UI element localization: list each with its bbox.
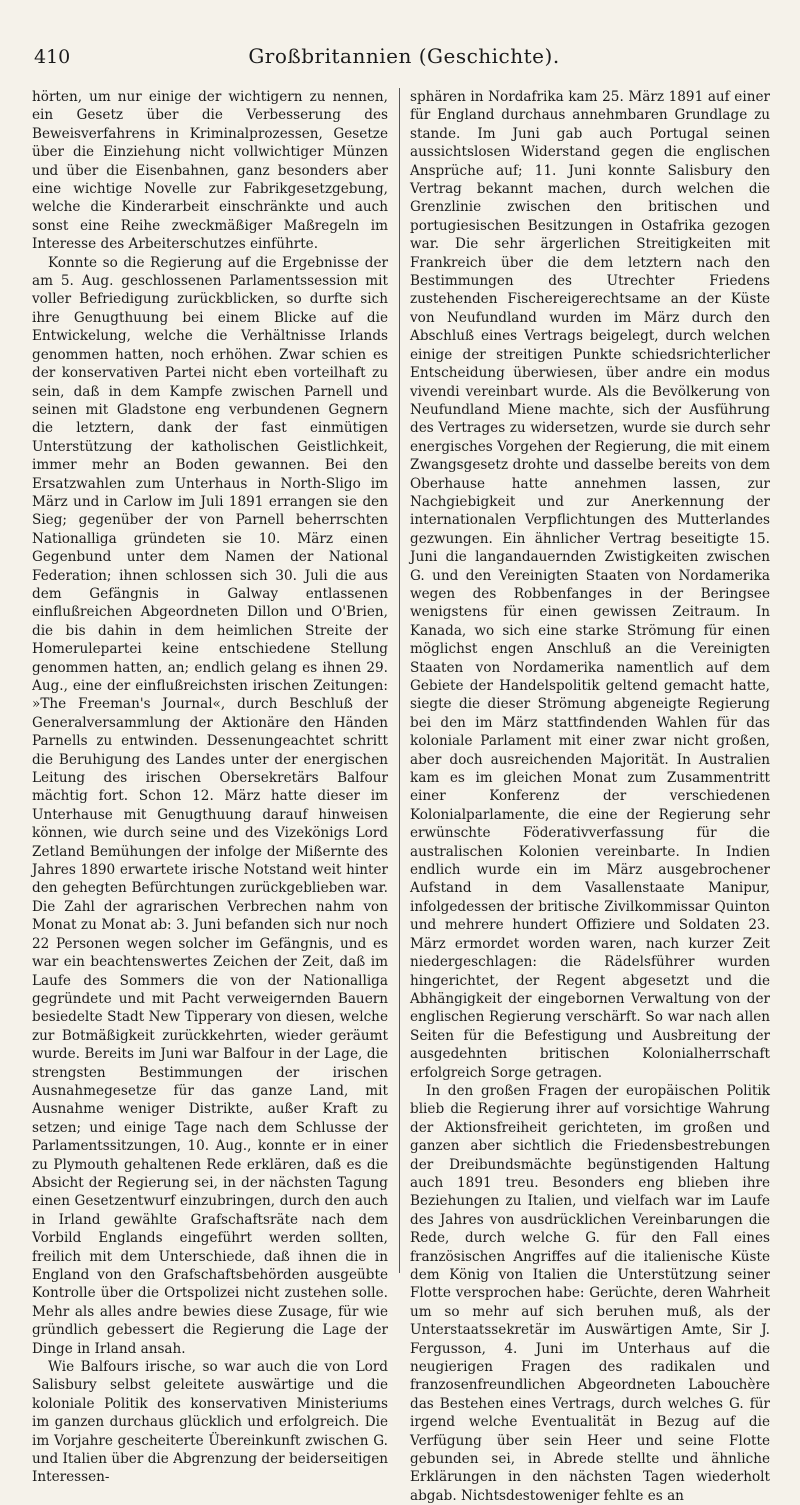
- paragraph: hörten, um nur einige der wichtigern zu nennen, ein Gesetz über die Verbesserung des Beweisverfahrens in Kriminalprozessen, Gesetze über die Einziehung nicht vollwichtiger Münzen und über die Eisenbahnen, ganz besonders aber eine wichtige Novelle zur Fabrikgesetzgebung, welche die Kinderarbeit einschränkte und auch sonst eine Reihe zweckmäßiger Maßregeln im Interesse des Arbeiterschutzes einführte.: [32, 89, 388, 253]
- right-column: [410, 88, 770, 1505]
- running-title: Großbritannien (Geschichte).: [248, 44, 560, 68]
- paragraph: sphären in Nordafrika kam 25. März 1891 auf einer für England durchaus annehmbaren Grundlage zu stande. Im Juni gab auch Portugal seinen aussichtslosen Widerstand gegen die englischen Ansprüche auf; 11. Juni konnte Salisbury den Vertrag bekannt machen, durch welchen die Grenzlinie zwischen den britischen und portugiesischen Besitzungen in Ostafrika gezogen war. Die sehr ärgerlichen Streitigkeiten mit Frankreich über die dem letztern nach den Bestimmungen des Utrechter Friedens zustehenden Fischereigerechtsame an der Küste von Neufundland wurden im März durch den Abschluß eines Vertrags beigelegt, durch welchen einige der streitigen Punkte schiedsrichterlicher Entscheidung überwiesen, über andre ein modus vivendi vereinbart wurde. Als die Bevölkerung von Neufundland Miene machte, sich der Ausführung des Vertrages zu widersetzen, wurde sie durch sehr energisches Vorgehen der Regierung, die mit einem Zwangsgesetz drohte und dasselbe bereits von dem Oberhause hatte annehmen lassen, zur Nachgiebigkeit und zur Anerkennung der internationalen Verpflichtungen des Mutterlandes gezwungen. Ein ähnlicher Vertrag beseitigte 15. Juni die langandauernden Zwistigkeiten zwischen G. und den Vereinigten Staaten von Nordamerika wegen des Robbenfanges in der Beringsee wenigstens für einen gewissen Zeitraum. In Kanada, wo sich eine starke Strömung für einen möglichst engen Anschluß an die Vereinigten Staaten von Nordamerika namentlich auf dem Gebiete der Handelspolitik geltend gemacht hatte, siegte die dieser Strömung abgeneigte Regierung bei den im März stattfindenden Wahlen für das koloniale Parlament mit einer zwar nicht großen, aber doch ausreichenden Majorität. In Australien kam es im gleichen Monat zum Zusammentritt einer Konferenz der verschiedenen Kolonialparlamente, die eine der Regierung sehr erwünschte Föderativverfassung für die australischen Kolonien vereinbarte. In Indien endlich wurde ein im März ausgebrochener Aufstand in dem Vasallenstaate Manipur, infolgedessen der britische Zivilkommissar Quinton und mehrere hundert Offiziere und Soldaten 23. März ermordet worden waren, nach kurzer Zeit niedergeschlagen: die Rädelsführer wurden hingerichtet, der Regent abgesetzt und die Abhängigkeit der eingebornen Verwaltung von der englischen Regierung verschärft. So war nach allen Seiten für die Befestigung und Ausbreitung der ausgedehnten britischen Kolonialherrschaft erfolgreich Sorge getragen.: [410, 89, 770, 1081]
- page-header: [32, 40, 776, 76]
- left-column: [32, 88, 388, 1487]
- paragraph: Konnte so die Regierung auf die Ergebnisse der am 5. Aug. geschlossenen Parlamentssession mit voller Befriedigung zurückblicken, so durfte sich ihre Genugthuung bei einem Blicke auf die Entwickelung, welche die Verhältnisse Irlands genommen hatten, noch erhöhen. Zwar schien es der konservativen Partei nicht eben vorteilhaft zu sein, daß in dem Kampfe zwischen Parnell und seinen mit Gladstone eng verbundenen Gegnern die letztern, dank der fast einmütigen Unterstützung der katholischen Geistlichkeit, immer mehr an Boden gewannen. Bei den Ersatzwahlen zum Unterhaus in North-Sligo im März und in Carlow im Juli 1891 errangen sie den Sieg; gegenüber der von Parnell beherrschten Nationalliga gründeten sie 10. März einen Gegenbund unter dem Namen der National Federation; ihnen schlossen sich 30. Juli die aus dem Gefängnis in Galway entlassenen einflußreichen Abgeordneten Dillon und O'Brien, die bis dahin in dem heimlichen Streite der Homerulepartei keine entschiedene Stellung genommen hatten, an; endlich gelang es ihnen 29. Aug., eine der einflußreichsten irischen Zeitungen: »The Freeman's Journal«, durch Beschluß der Generalversammlung der Aktionäre den Händen Parnells zu entwinden. Dessenungeachtet schritt die Beruhigung des Landes unter der energischen Leitung des irischen Obersekretärs Balfour mächtig fort. Schon 12. März hatte dieser im Unterhause mit Genugthuung darauf hinweisen können, wie durch seine und des Vizekönigs Lord Zetland Bemühungen der infolge der Mißernte des Jahres 1890 erwartete irische Notstand weit hinter den gehegten Befürchtungen zurückgeblieben war. Die Zahl der agrarischen Verbrechen nahm von Monat zu Monat ab: 3. Juni befanden sich nur noch 22 Personen wegen solcher im Gefängnis, und es war ein beachtenswertes Zeichen der Zeit, daß im Laufe des Sommers die von der Nationalliga gegründete und mit Pacht verweigernden Bauern besiedelte Stadt New Tipperary von diesen, welche zur Botmäßigkeit zurückkehrten, wieder geräumt wurde. Bereits im Juni war Balfour in der Lage, die strengsten Bestimmungen der irischen Ausnahmegesetze für das ganze Land, mit Ausnahme weniger Distrikte, außer Kraft zu setzen; und einige Tage nach dem Schlusse der Parlamentssitzungen, 10. Aug., konnte er in einer zu Plymouth gehaltenen Rede erklären, daß es die Absicht der Regierung sei, in der nächsten Tagung einen Gesetzentwurf einzubringen, durch den auch in Irland gewählte Grafschaftsräte nach dem Vorbild Englands eingeführt werden sollten, freilich mit dem Unterschiede, daß ihnen die in England von den Grafschaftsbehörden ausgeübte Kontrolle über die Ortspolizei nicht zustehen solle. Mehr als alles andre bewies diese Zusage, für wie gründlich gebessert die Regierung die Lage der Dinge in Irland ansah.: [32, 254, 388, 1357]
- paragraph: In den großen Fragen der europäischen Politik blieb die Regierung ihrer auf vorsichtige Wahrung der Aktionsfreiheit gerichteten, im großen und ganzen aber sichtlich die Friedensbestrebungen der Dreibundsmächte begünstigenden Haltung auch 1891 treu. Besonders eng blieben ihre Beziehungen zu Italien, und vielfach war im Laufe des Jahres von ausdrücklichen Vereinbarungen die Rede, durch welche G. für den Fall eines französischen Angriffes auf die italienische Küste dem König von Italien die Unterstützung seiner Flotte versprochen habe: Gerüchte, deren Wahrheit um so mehr auf sich beruhen muß, als der Unterstaatssekretär im Auswärtigen Amte, Sir J. Fergusson, 4. Juni im Unterhaus auf die neugierigen Fragen des radikalen und franzosenfreundlichen Abgeordneten Labouchère das Bestehen eines Vertrags, durch welches G. für irgend welche Eventualität in Bezug auf die Verfügung über sein Heer und seine Flotte gebunden sei, in Abrede stellte und ähnliche Erklärungen in den nächsten Tagen wiederholt abgab. Nichtsdestoweniger fehlte es an: [410, 1082, 770, 1504]
- paragraph: Wie Balfours irische, so war auch die von Lord Salisbury selbst geleitete auswärtige und die koloniale Politik des konservativen Ministeriums im ganzen durchaus glücklich und erfolgreich. Die im Vorjahre gescheiterte Übereinkunft zwischen G. und Italien über die Abgrenzung der beiderseitigen Interessen-: [32, 1359, 388, 1486]
- column-divider: [399, 88, 400, 1273]
- page-number: 410: [34, 46, 71, 68]
